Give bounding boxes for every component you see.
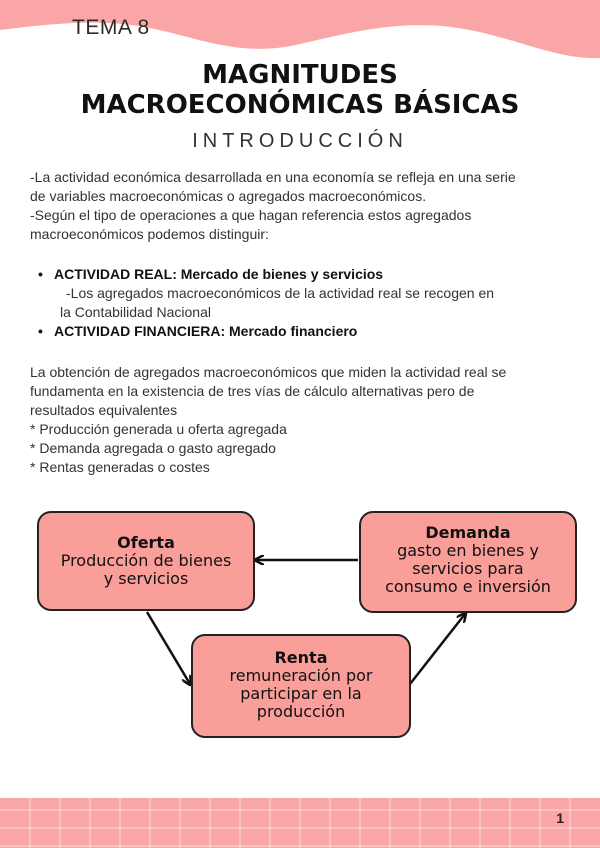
demanda-box xyxy=(359,511,577,613)
demanda-title: Demanda xyxy=(425,523,511,542)
calculation-paragraph xyxy=(30,363,578,477)
demanda-text: consumo e inversión xyxy=(385,577,551,596)
list-item-real: • ACTIVIDAD REAL: Mercado de bienes y servicios xyxy=(36,265,556,284)
oferta-text: y servicios xyxy=(103,569,189,588)
intro-line: de variables macroeconómicas o agregados macroeconómicos. xyxy=(30,188,427,204)
intro-line: -La actividad económica desarrollada en una economía se refleja en una serie xyxy=(30,169,516,185)
renta-title: Renta xyxy=(274,648,328,667)
section-subtitle: INTRODUCCIÓN xyxy=(192,130,408,152)
list-item-real-detail: la Contabilidad Nacional xyxy=(60,304,211,320)
paragraph-line: La obtención de agregados macroeconómicos que miden la actividad real se xyxy=(30,364,507,380)
intro-line: -Según el tipo de operaciones a que hagan referencia estos agregados xyxy=(30,207,472,223)
oferta-title: Oferta xyxy=(117,533,175,552)
list-item-financiera: • ACTIVIDAD FINANCIERA: Mercado financiero xyxy=(36,322,556,341)
oferta-text: Producción de bienes xyxy=(60,551,232,570)
intro-line: macroeconómicos podemos distinguir: xyxy=(30,226,269,242)
footer-band xyxy=(0,798,600,848)
paragraph-line: fundamenta en la existencia de tres vías de cálculo alternativas pero de xyxy=(30,383,475,399)
title-line-1: MAGNITUDES xyxy=(202,60,398,90)
chapter-label: TEMA 8 xyxy=(72,16,150,39)
intro-paragraph xyxy=(30,168,578,244)
renta-text: participar en la xyxy=(240,684,362,703)
renta-text: remuneración por xyxy=(229,666,373,685)
demanda-text: servicios para xyxy=(412,559,524,578)
page-title xyxy=(0,60,600,120)
paragraph-line: resultados equivalentes xyxy=(30,402,178,418)
oferta-box xyxy=(37,511,255,611)
renta-text: producción xyxy=(256,702,346,721)
method-item: * Demanda agregada o gasto agregado xyxy=(30,440,276,456)
renta-box xyxy=(191,634,411,738)
list-item-real-detail: -Los agregados macroeconómicos de la actividad real se recogen en xyxy=(66,285,495,301)
method-item: * Rentas generadas o costes xyxy=(30,459,210,475)
method-item: * Producción generada u oferta agregada xyxy=(30,421,287,437)
arrow-oferta-to-renta xyxy=(147,612,190,684)
arrow-renta-to-demanda xyxy=(410,614,465,684)
activity-list xyxy=(36,265,556,341)
demanda-text: gasto en bienes y xyxy=(397,541,539,560)
title-line-2: MACROECONÓMICAS BÁSICAS xyxy=(80,90,520,120)
footer-grid xyxy=(0,798,600,848)
page-number: 1 xyxy=(556,810,564,826)
